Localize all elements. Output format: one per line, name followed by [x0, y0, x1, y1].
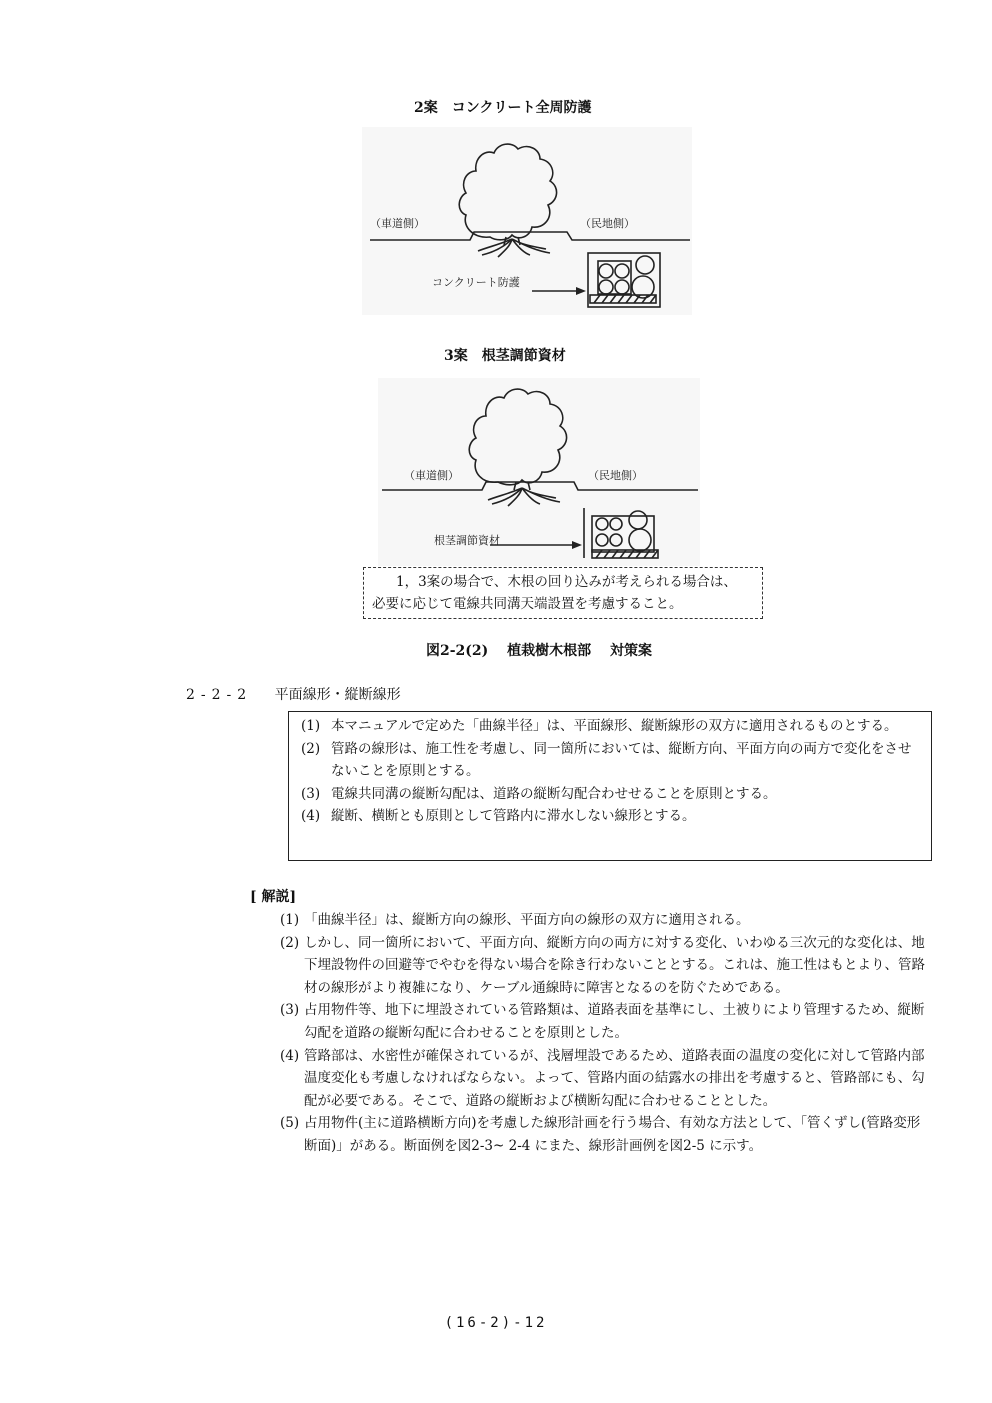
commentary-item — [280, 1112, 925, 1157]
commentary-text: しかし、同一箇所において、平面方向、縦断方向の両方に対する変化、いわゆる三次元的な変化は、地下埋設物件の回避等でやむを得ない場合を除き行わないこととする。これは、施工性はもとより、管路材の線形がより複雑になり、ケーブル通線時に障害となるのを防ぐためである。 — [304, 934, 925, 996]
root-control-label: 根茎調節資材 — [434, 534, 500, 547]
rule-text: 本マニュアルで定めた「曲線半径」は、平面線形、縦断線形の双方に適用されるものとする。 — [331, 718, 898, 734]
section-title: 平面線形・縦断線形 — [274, 687, 401, 703]
rule-item — [301, 715, 921, 738]
commentary-number: (3) — [280, 1002, 300, 1019]
rule-number: (3) — [301, 785, 321, 802]
rule-number: (2) — [301, 740, 321, 757]
section-heading — [186, 684, 401, 704]
commentary-number: (4) — [280, 1047, 300, 1064]
commentary-number: (2) — [280, 934, 300, 951]
figure-caption: 図2-2(2) 植栽樹木根部 対策案 — [426, 643, 653, 659]
commentary-item — [280, 1045, 925, 1113]
roadway-side-label: （車道側） — [370, 217, 425, 230]
rule-number: (4) — [301, 808, 321, 825]
figure-a-caption: 2案 コンクリート全周防護 — [414, 100, 592, 116]
commentary-number: (5) — [280, 1115, 300, 1132]
rule-text: 電線共同溝の縦断勾配は、道路の縦断勾配合わせせることを原則とする。 — [331, 785, 777, 802]
commentary-item — [280, 909, 925, 932]
rule-item — [301, 783, 921, 806]
figure-b-root-control — [378, 378, 700, 566]
figure-b-caption: 3案 根茎調節資材 — [444, 348, 566, 364]
note-line-1: 1，3案の場合で、木根の回り込みが考えられる場合は、 — [396, 574, 737, 590]
page-number: (16-2)-12 — [444, 1315, 548, 1331]
commentary-item — [280, 999, 925, 1044]
rule-number: (1) — [301, 718, 321, 734]
commentary-title: [ 解説] — [250, 889, 297, 905]
private-side-label: （民地側） — [588, 469, 643, 482]
figure-a-concrete-protection — [362, 127, 692, 315]
section-number: 2-2-2 — [186, 687, 253, 703]
rule-text: 管路の線形は、施工性を考慮し、同一箇所においては、縦断方向、平面方向の両方で変化をさせないことを原則とする。 — [331, 740, 912, 780]
rule-item — [301, 805, 921, 828]
commentary-text: 管路部は、水密性が確保されているが、浅層埋設であるため、道路表面の温度の変化に対して管路内部温度変化も考慮しなければならない。よって、管路内面の結露水の排出を考慮すると、管路部にも、勾配が必要である。そこで、道路の縦断および横断勾配に合わせることとした。 — [304, 1047, 925, 1109]
commentary-number: (1) — [280, 912, 300, 928]
commentary-list — [280, 909, 925, 1158]
commentary-text: 占用物件(主に道路横断方向)を考慮した線形計画を行う場合、有効な方法として、「管くずし(管路変形断面)」がある。断面例を図2-3~ 2-4 にまた、線形計画例を図2-5 に示す。 — [304, 1115, 921, 1154]
concrete-protection-label: コンクリート防護 — [432, 276, 520, 289]
rules-box — [288, 711, 932, 861]
note-box — [363, 567, 763, 619]
private-side-label: （民地側） — [580, 217, 635, 230]
commentary-text: 「曲線半径」は、縦断方向の線形、平面方向の線形の双方に適用される。 — [304, 912, 750, 928]
note-line-2: 必要に応じて電線共同溝天端設置を考慮すること。 — [372, 596, 683, 612]
commentary-text: 占用物件等、地下に埋設されている管路類は、道路表面を基準にし、土被りにより管理するため、縦断勾配を道路の縦断勾配に合わせることを原則とした。 — [304, 1002, 925, 1041]
commentary-item — [280, 932, 925, 1000]
rule-item — [301, 738, 921, 783]
rule-text: 縦断、横断とも原則として管路内に滞水しない線形とする。 — [331, 808, 696, 825]
roadway-side-label: （車道側） — [404, 469, 459, 482]
